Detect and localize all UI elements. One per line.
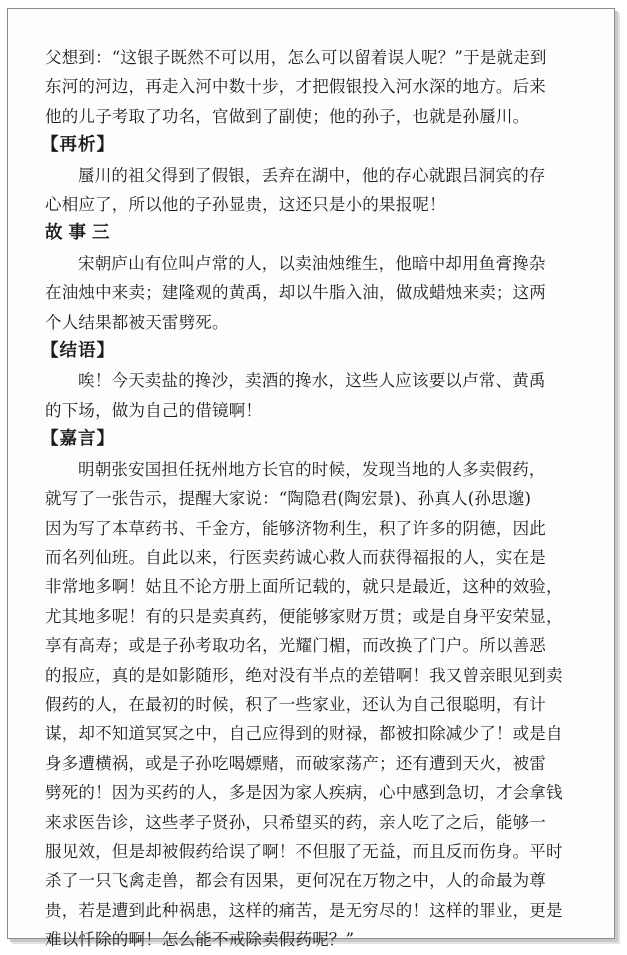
- section-heading: 【结语】: [41, 341, 115, 362]
- text-line: 杀了一只飞禽走兽，都会有因果，更何况在万物之中，人的命最为尊: [45, 871, 546, 891]
- page-frame: [7, 8, 615, 950]
- text-line: 难以忏除的啊！怎么能不戒除卖假药呢？”: [45, 930, 355, 950]
- text-line: 父想到：“这银子既然不可以用，怎么可以留着误人呢？”于是就走到: [45, 48, 547, 67]
- text-line: 假药的人，在最初的时候，积了一些家业，还认为自己很聪明，有计: [45, 694, 546, 714]
- text-line: 心相应了，所以他的子孙显贵，这还只是小的果报呢！: [45, 195, 446, 215]
- text-line: 因为写了本草药书、千金方，能够济物利生，积了许多的阴德，因此: [45, 518, 546, 538]
- text-line: 来求医告诊，这些孝子贤孙，只希望买的药，亲人吃了之后，能够一: [45, 812, 546, 832]
- text-line: 劈死的！因为买药的人，多是因为家人疾病，心中感到急切，才会拿钱: [45, 783, 563, 803]
- section-heading: 【嘉言】: [41, 429, 115, 450]
- paragraph: [45, 43, 605, 131]
- paragraph: [45, 366, 605, 425]
- text-line: 东河的河边，再走入河中数十步，才把假银投入河水深的地方。后来: [45, 77, 546, 97]
- text-line: 服见效，但是却被假药给误了啊！不但服了无益，而且反而伤身。平时: [45, 841, 563, 861]
- text-line: 个人结果都被天雷劈死。: [45, 312, 229, 332]
- text-line: 他的儿子考取了功名，官做到了副使；他的孙子，也就是孙蜃川。: [45, 106, 530, 126]
- text-line: 宋朝庐山有位叫卢常的人，以卖油烛维生，他暗中却用鱼膏搀杂: [78, 253, 546, 273]
- text-line: 在油烛中来卖；建隆观的黄禹，却以牛脂入油，做成蜡烛来卖；这两: [45, 283, 546, 303]
- paragraph: [45, 161, 605, 220]
- text-line: 就写了一张告示，提醒大家说：“陶隐君(陶宏景)、孙真人(孙思邈): [45, 489, 532, 509]
- story-heading: 故事三: [45, 223, 116, 244]
- text-line: 的下场，做为自己的借镜啊！: [45, 400, 263, 420]
- text-line: 而名列仙班。自此以来，行医卖药诚心救人而获得福报的人，实在是: [45, 547, 546, 567]
- paragraph: [45, 249, 605, 337]
- text-line: 唉！今天卖盐的搀沙，卖酒的搀水，这些人应该要以卢常、黄禹: [78, 371, 546, 391]
- text-line: 尤其地多呢！有的只是卖真药，便能够家财万贯；或是自身平安荣显，: [45, 606, 563, 626]
- text-line: 的报应，真的是如影随形，绝对没有半点的差错啊！我又曾亲眼见到卖: [45, 665, 563, 685]
- section-heading: 【再析】: [41, 135, 115, 156]
- text-line: 明朝张安国担任抚州地方长官的时候，发现当地的人多卖假药，: [78, 459, 546, 479]
- page-body: [41, 43, 605, 955]
- text-line: 谋，却不知道冥冥之中，自己应得到的财禄，都被扣除减少了！或是自: [45, 724, 563, 744]
- text-line: 非常地多啊！姑且不论方册上面所记载的，就只是最近，这种的效验，: [45, 577, 563, 597]
- paragraph: [45, 455, 605, 955]
- text-line: 享有高寿；或是子孙考取功名，光耀门楣，而改换了门户。所以善恶: [45, 636, 546, 656]
- text-line: 身多遭横祸，或是子孙吃喝嫖赌，而破家荡产；还有遭到天火，被雷: [45, 753, 546, 773]
- text-line: 贵，若是遭到此种祸患，这样的痛苦，是无穷尽的！这样的罪业，更是: [45, 900, 563, 920]
- text-line: 蜃川的祖父得到了假银，丢弃在湖中，他的存心就跟吕洞宾的存: [78, 165, 546, 185]
